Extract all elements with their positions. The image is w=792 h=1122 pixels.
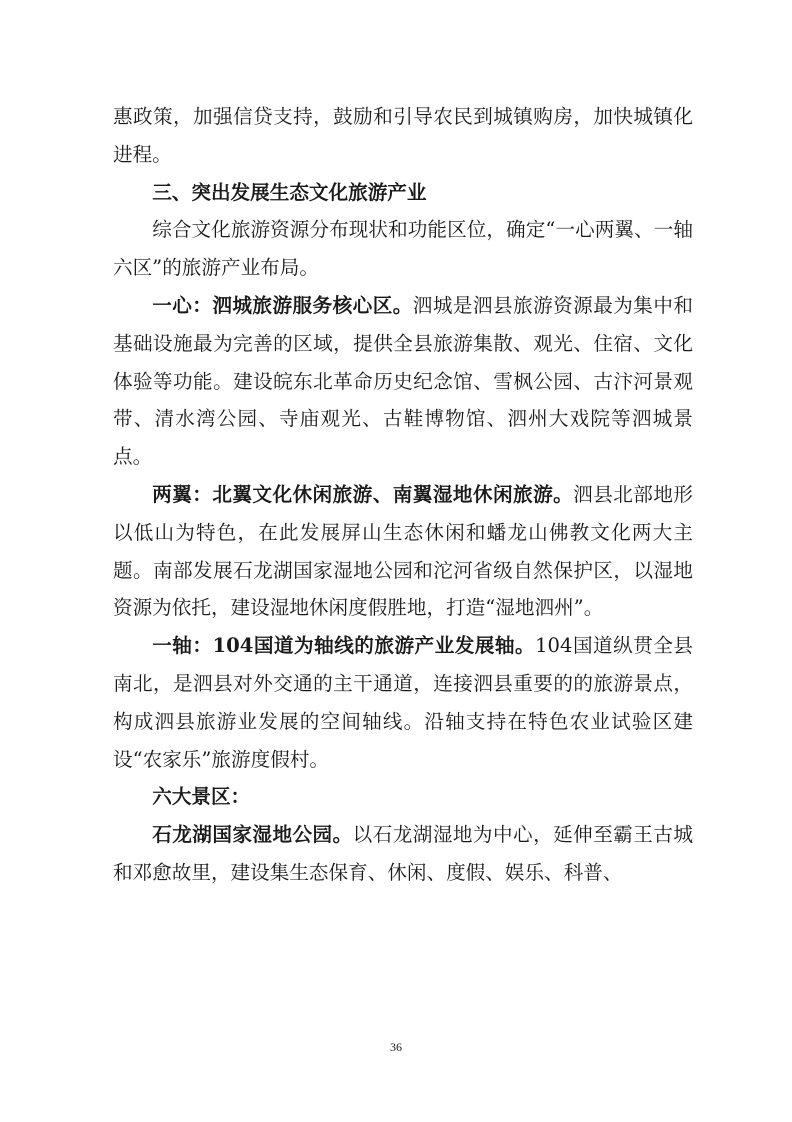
paragraph-text: 以石龙湖湿地为中心，延伸至霸王古城和邓愈故里，建设集生态保育、休闲、度假、娱乐、科普、 [113, 823, 693, 884]
paragraph-text: 惠政策，加强信贷支持，鼓励和引导农民到城镇购房，加快城镇化进程。 [113, 105, 693, 166]
page-number: 36 [390, 1040, 402, 1054]
paragraph-lead: 一心：泗城旅游服务核心区。 [152, 293, 413, 317]
paragraph-lead: 六大景区： [152, 785, 251, 809]
paragraph-continuation [113, 98, 693, 174]
paragraph-text: 104国道纵贯全县南北，是泗县对外交通的主干通道，连接泗县重要的的旅游景点，构成泗县旅游业发展的空间轴线。沿轴支持在特色农业试验区建设“农家乐”旅游度假村。 [113, 634, 693, 771]
paragraph-shilong-lake [113, 816, 693, 892]
paragraph-two-wings [113, 476, 693, 627]
paragraph-lead: 两翼：北翼文化休闲旅游、南翼湿地休闲旅游。 [152, 482, 574, 506]
paragraph-one-axis [113, 627, 693, 778]
paragraph-lead: 石龙湖国家湿地公园。 [152, 823, 353, 847]
paragraph-six-areas [113, 778, 693, 816]
body-text [113, 98, 693, 892]
heading-text: 三、突出发展生态文化旅游产业 [152, 180, 427, 204]
paragraph-one-core [113, 287, 693, 476]
paragraph-text: 综合文化旅游资源分布现状和功能区位，确定“一心两翼、一轴六区”的旅游产业布局。 [113, 218, 693, 280]
paragraph-layout-intro [113, 211, 693, 287]
section-heading [113, 174, 693, 212]
paragraph-lead: 一轴：104国道为轴线的旅游产业发展轴。 [152, 634, 536, 658]
paragraph-text: 泗城是泗县旅游资源最为集中和基础设施最为完善的区域，提供全县旅游集散、观光、住宿、文化体验等功能。建设皖东北革命历史纪念馆、雪枫公园、古汴河景观带、清水湾公园、寺庙观光、古鞋博物馆、泗州大戏院等泗城景点。 [113, 293, 693, 469]
paragraph-text: 泗县北部地形以低山为特色，在此发展屏山生态休闲和蟠龙山佛教文化两大主题。南部发展石龙湖国家湿地公园和沱河省级自然保护区，以湿地资源为依托，建设湿地休闲度假胜地，打造“湿地泗州”。 [113, 482, 693, 620]
